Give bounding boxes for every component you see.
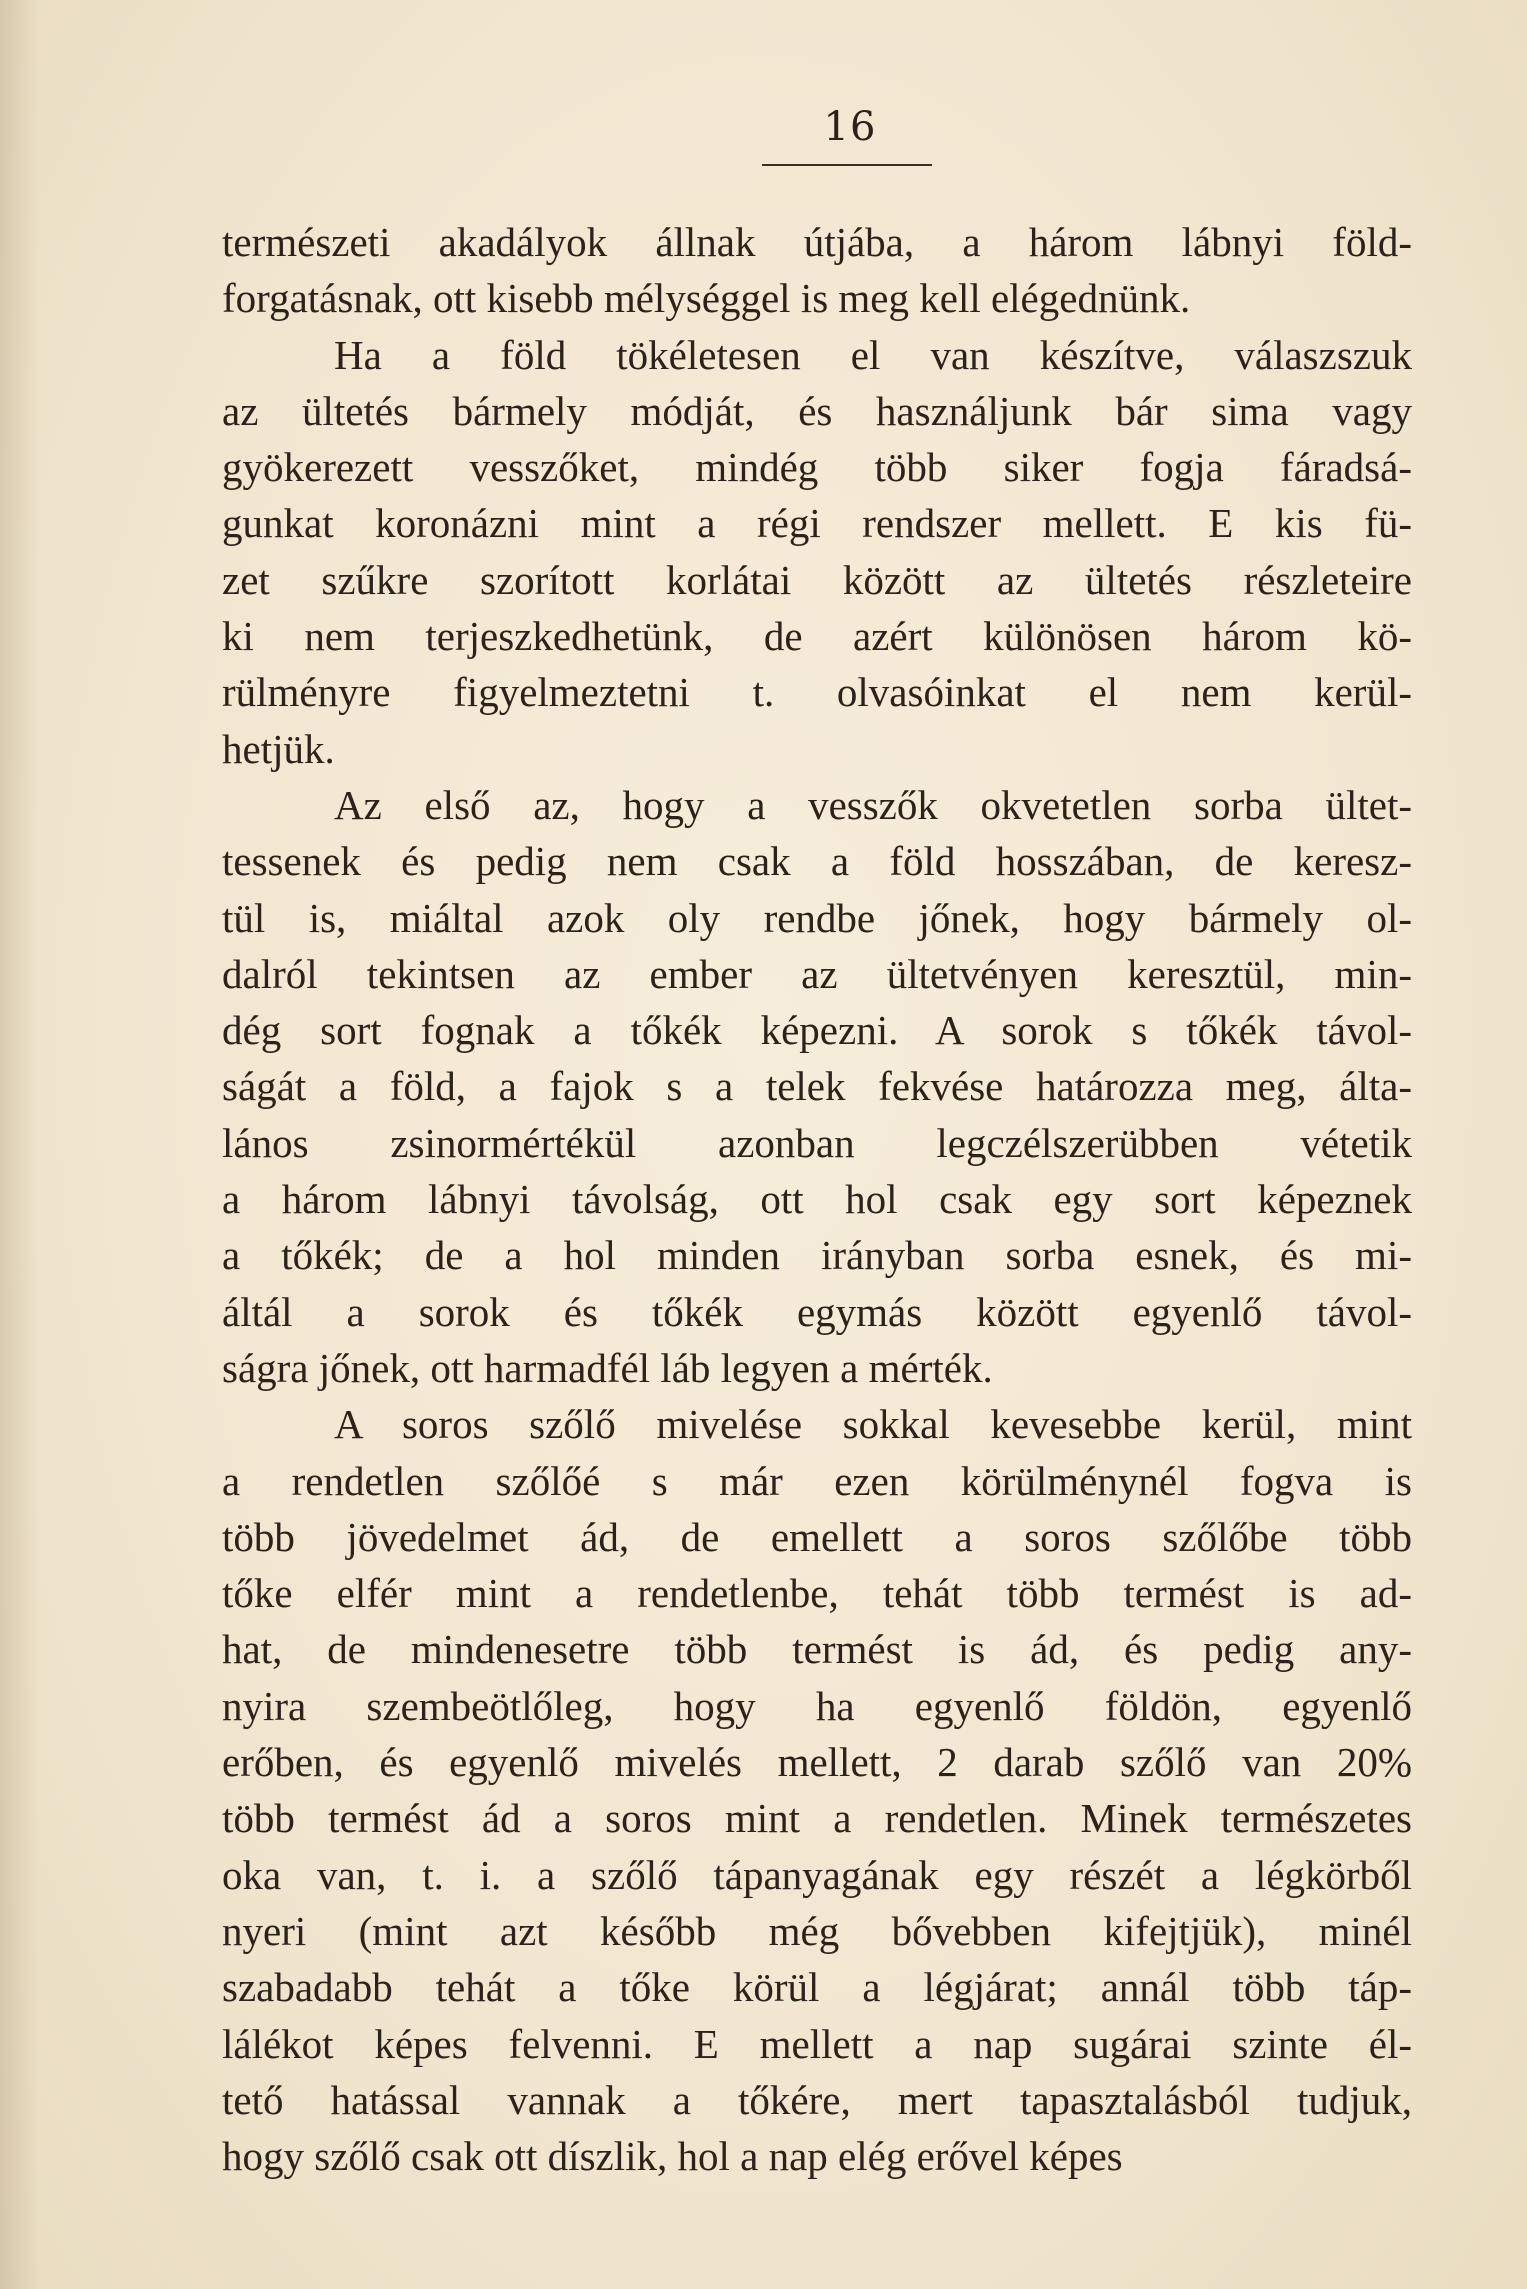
text-line: több termést ád a soros mint a rendetlen. Minek természetes	[222, 1795, 1412, 1842]
text-line: forgatásnak, ott kisebb mélységgel is meg kell elégednünk.	[222, 275, 1191, 322]
text-line: Az első az, hogy a vesszők okvetetlen sorba ültet-	[334, 781, 1412, 828]
text-line: nyeri (mint azt később még bővebben kifejtjük), minél	[222, 1907, 1412, 1954]
body-text	[222, 214, 1412, 2184]
text-line: szabadabb tehát a tőke körül a légjárat; annál több táp-	[222, 1964, 1412, 2011]
text-line: lános zsinormértékül azonban legczélszerübben vétetik	[222, 1119, 1412, 1166]
text-line: hogy szőlő csak ott díszlik, hol a nap elég erővel képes	[222, 2133, 1123, 2180]
text-line: oka van, t. i. a szőlő tápanyagának egy részét a légkörből	[222, 1851, 1412, 1898]
text-line: zet szűkre szorított korlátai között az ültetés részleteire	[222, 556, 1412, 603]
text-line: nyira szembeötlőleg, hogy ha egyenlő földön, egyenlő	[222, 1682, 1412, 1729]
text-line: gyökerezett vesszőket, mindég több siker fogja fáradsá-	[222, 444, 1412, 491]
text-line: ki nem terjeszkedhetünk, de azért különösen három kö-	[222, 613, 1412, 660]
text-line: erőben, és egyenlő mivelés mellett, 2 darab szőlő van 20%	[222, 1739, 1412, 1786]
text-line: természeti akadályok állnak útjába, a három lábnyi föld-	[222, 219, 1412, 265]
header-rule	[762, 164, 932, 166]
text-line: ságát a föld, a fajok s a telek fekvése határozza meg, álta-	[222, 1063, 1412, 1110]
text-line: lálékot képes felvenni. E mellett a nap sugárai szinte él-	[222, 2020, 1412, 2067]
paragraph	[222, 214, 1412, 327]
text-line: hetjük.	[222, 725, 335, 772]
text-line: az ültetés bármely módját, és használjunk bár sima vagy	[222, 387, 1412, 434]
text-line: tül is, miáltal azok oly rendbe jőnek, hogy bármely ol-	[222, 894, 1412, 941]
text-line: Ha a föld tökéletesen el van készítve, válaszszuk	[334, 331, 1412, 378]
text-line: ságra jőnek, ott harmadfél láb legyen a mérték.	[222, 1344, 993, 1391]
text-line: rülményre figyelmeztetni t. olvasóinkat el nem kerül-	[222, 669, 1412, 716]
page-number: 16	[823, 104, 877, 150]
paragraph	[222, 327, 1412, 777]
text-line: dég sort fognak a tőkék képezni. A sorok s tőkék távol-	[222, 1007, 1412, 1054]
text-line: a három lábnyi távolság, ott hol csak egy sort képeznek	[222, 1176, 1412, 1223]
text-line: a tőkék; de a hol minden irányban sorba esnek, és mi-	[222, 1232, 1412, 1279]
text-line: dalról tekintsen az ember az ültetvényen keresztül, min-	[222, 950, 1412, 997]
paragraph	[222, 1396, 1412, 2184]
text-line: A soros szőlő mivelése sokkal kevesebbe kerül, mint	[334, 1401, 1412, 1448]
paragraph	[222, 777, 1412, 1396]
text-line: áltál a sorok és tőkék egymás között egyenlő távol-	[222, 1288, 1412, 1335]
text-line: gunkat koronázni mint a régi rendszer mellett. E kis fü-	[222, 500, 1412, 547]
text-line: hat, de mindenesetre több termést is ád, és pedig any-	[222, 1626, 1412, 1673]
text-line: tessenek és pedig nem csak a föld hosszában, de keresz-	[222, 838, 1412, 885]
text-line: a rendetlen szőlőé s már ezen körülménynél fogva is	[222, 1457, 1412, 1504]
text-line: több jövedelmet ád, de emellett a soros szőlőbe több	[222, 1513, 1412, 1560]
text-line: tető hatással vannak a tőkére, mert tapasztalásból tudjuk,	[222, 2076, 1412, 2123]
text-line: tőke elfér mint a rendetlenbe, tehát több termést is ad-	[222, 1570, 1412, 1617]
binding-shadow	[0, 0, 40, 2289]
